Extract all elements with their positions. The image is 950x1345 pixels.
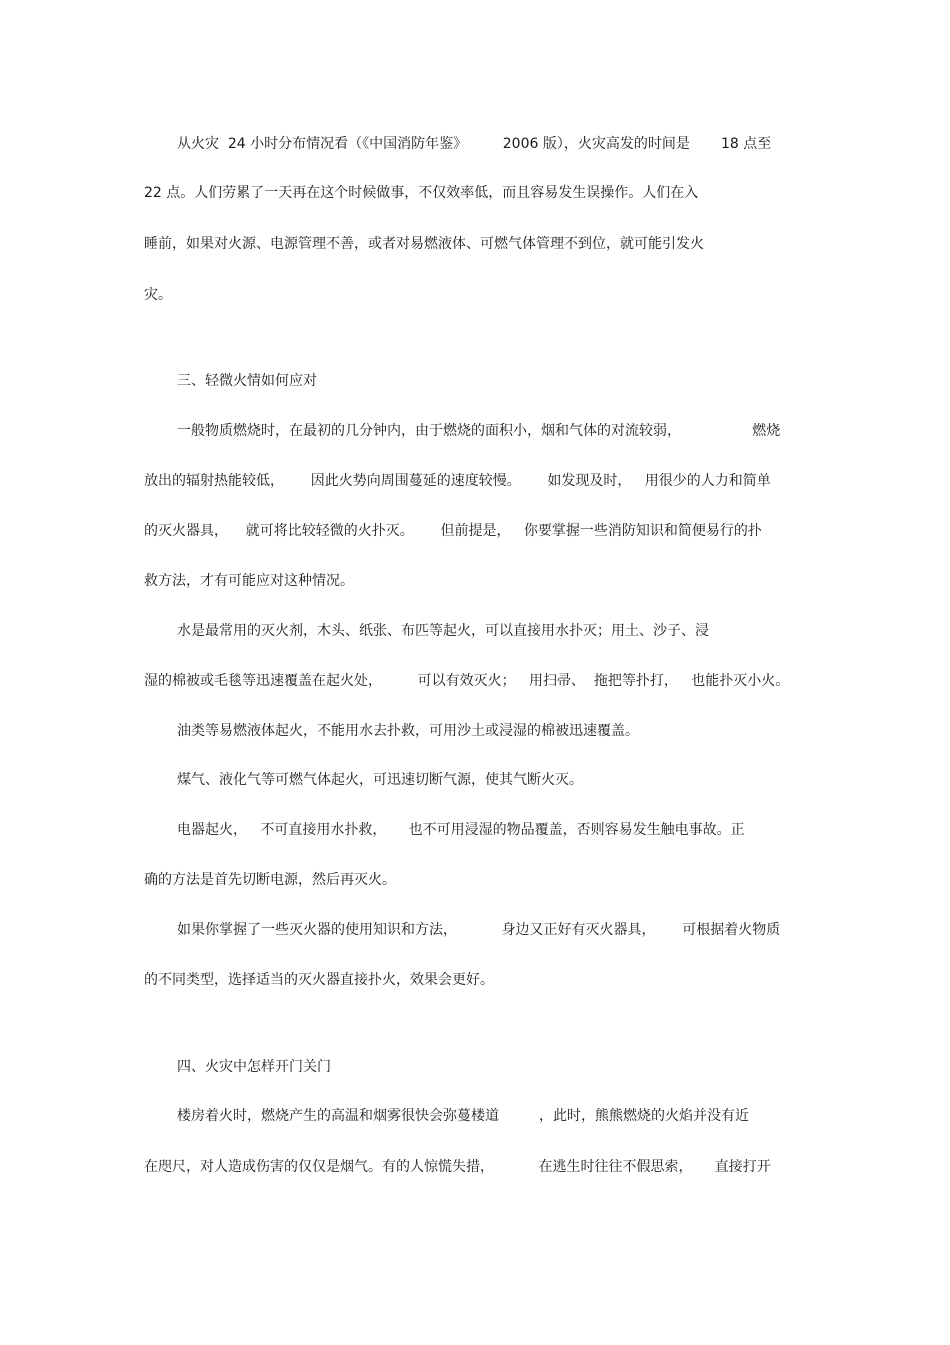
section-4-heading: 四、火灾中怎样开门关门	[177, 1059, 331, 1075]
section-3-p1-line-2: 放出的辐射热能较低， 因此火势向周围蔓延的速度较慢。 如发现及时， 用很少的人力和简单	[144, 473, 771, 489]
section-4-p1-line-1: 楼房着火时，燃烧产生的高温和烟雾很快会弥蔓楼道 ，此时，熊熊燃烧的火焰并没有近	[177, 1108, 750, 1124]
section-4-p1-line-2: 在咫尺，对人造成伤害的仅仅是烟气。有的人惊慌失措， 在逃生时往往不假思索， 直接打开	[144, 1159, 771, 1175]
section-3-heading: 三、轻微火情如何应对	[177, 373, 317, 389]
section-3-p5-line-2: 确的方法是首先切断电源，然后再灭火。	[144, 872, 396, 888]
section-3-p1-line-3: 的灭火器具， 就可将比较轻微的火扑灭。 但前提是， 你要掌握一些消防知识和简便易行的扑	[144, 523, 762, 539]
section-3-p6-line-1: 如果你掌握了一些灭火器的使用知识和方法， 身边又正好有灭火器具， 可根据着火物质	[177, 922, 781, 938]
paragraph-1-line-4: 灾。	[144, 287, 172, 303]
paragraph-1-line-1: 从火灾 24 小时分布情况看（《中国消防年鉴》 2006 版），火灾高发的时间是 18 点至	[177, 136, 772, 152]
section-3-p6-line-2: 的不同类型，选择适当的灭火器直接扑火，效果会更好。	[144, 972, 494, 988]
section-3-p3-line-1: 油类等易燃液体起火，不能用水去扑救，可用沙土或浸湿的棉被迅速覆盖。	[177, 723, 639, 739]
section-3-p4-line-1: 煤气、液化气等可燃气体起火，可迅速切断气源，使其气断火灭。	[177, 772, 583, 788]
section-3-p1-line-1: 一般物质燃烧时，在最初的几分钟内，由于燃烧的面积小，烟和气体的对流较弱， 燃烧	[177, 423, 781, 439]
section-3-p1-line-4: 救方法，才有可能应对这种情况。	[144, 573, 354, 589]
paragraph-1-line-2: 22 点。人们劳累了一天再在这个时候做事，不仅效率低，而且容易发生误操作。人们在入	[144, 185, 699, 201]
section-3-p2-line-1: 水是最常用的灭火剂，木头、纸张、布匹等起火，可以直接用水扑灭；用土、沙子、浸	[177, 623, 709, 639]
section-3-p2-line-2: 湿的棉被或毛毯等迅速覆盖在起火处， 可以有效灭火； 用扫帚、 拖把等扑打， 也能扑灭小火。	[144, 673, 790, 689]
section-3-p5-line-1: 电器起火， 不可直接用水扑救， 也不可用浸湿的物品覆盖，否则容易发生触电事故。正	[177, 822, 745, 838]
paragraph-1-line-3: 睡前，如果对火源、电源管理不善，或者对易燃液体、可燃气体管理不到位，就可能引发火	[144, 236, 704, 252]
